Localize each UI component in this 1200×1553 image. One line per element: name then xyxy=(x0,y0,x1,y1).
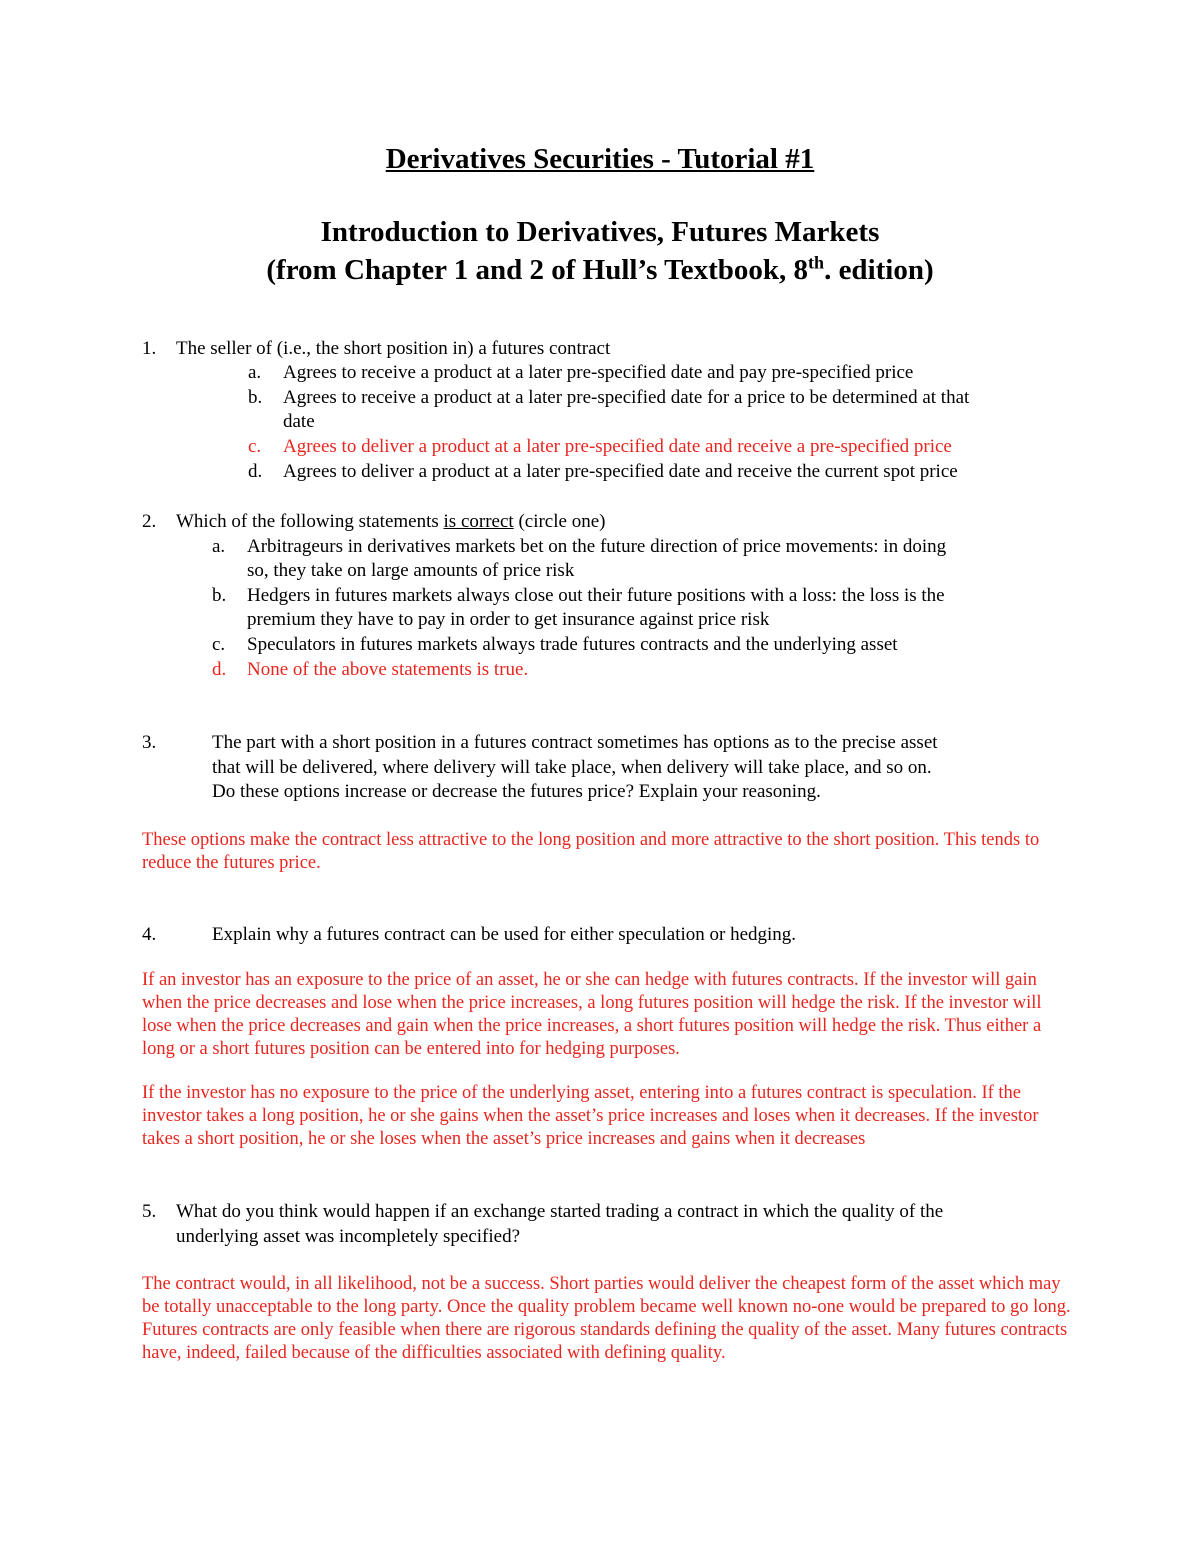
page-title-text: Derivatives Securities - Tutorial #1 xyxy=(385,143,815,175)
question-text: Explain why a futures contract can be used for either speculation or hedging. xyxy=(212,924,797,945)
answer-text: If an investor has an exposure to the price of an asset, he or she can hedge with futures contracts. If the investor will gain when the price decreases and lose when the price increases, a long futures position will hedge the risk. If the investor will lose when the price decreases and gain when the price increases, a short futures position will hedge the risk. Thus either a long or a short futures position can be entered into for hedging purposes. xyxy=(142,970,1042,1059)
question-number: 4. xyxy=(142,924,157,945)
subtitle-line2-end: . edition) xyxy=(824,254,934,286)
option-letter: d. xyxy=(248,461,263,482)
question-text: What do you think would happen if an exchange started trading a contract in which the quality of the xyxy=(176,1201,944,1222)
question-number: 1. xyxy=(142,338,157,359)
option-text-cont: so, they take on large amounts of price risk xyxy=(247,560,575,581)
answer-text: These options make the contract less attractive to the long position and more attractive to the short position. This tends to reduce the futures price. xyxy=(142,830,1040,873)
option-text: Arbitrageurs in derivatives markets bet on the future direction of price movements: in doing xyxy=(247,536,947,557)
question-text-line: that will be delivered, where delivery will take place, when delivery will take place, and so on. xyxy=(212,757,932,778)
option-letter-answer: d. xyxy=(212,659,227,680)
page-title xyxy=(0,143,1200,176)
question-number: 3. xyxy=(142,732,157,753)
option-letter: b. xyxy=(212,585,227,606)
question-text-cont: underlying asset was incompletely specified? xyxy=(176,1226,521,1247)
option-text-cont: date xyxy=(283,411,315,432)
question-text-start: Which of the following statements xyxy=(176,511,444,532)
option-text: Speculators in futures markets always trade futures contracts and the underlying asset xyxy=(247,634,898,655)
question-text-underlined: is correct xyxy=(443,511,514,532)
question-text-line: The part with a short position in a futures contract sometimes has options as to the precise asset xyxy=(212,732,938,753)
option-letter: a. xyxy=(212,536,226,557)
option-text-cont: premium they have to pay in order to get insurance against price risk xyxy=(247,609,770,630)
option-text: Agrees to receive a product at a later pre-specified date and pay pre-specified price xyxy=(283,362,914,383)
answer-text: If the investor has no exposure to the price of the underlying asset, entering into a futures contract is speculation. If the investor takes a long position, he or she gains when the asset’s price increases and loses when it decreases. If the investor takes a short position, he or she loses when the asset’s price increases and gains when it decreases xyxy=(142,1083,1039,1149)
question-text-end: (circle one) xyxy=(513,511,606,532)
option-text-answer: None of the above statements is true. xyxy=(247,659,529,680)
question-text: The seller of (i.e., the short position in) a futures contract xyxy=(176,338,611,359)
question-text-line: Do these options increase or decrease the futures price? Explain your reasoning. xyxy=(212,781,821,802)
option-letter: a. xyxy=(248,362,262,383)
option-letter: c. xyxy=(212,634,226,655)
question-number: 2. xyxy=(142,511,157,532)
option-text-answer: Agrees to deliver a product at a later pre-specified date and receive a pre-specified price xyxy=(283,436,952,457)
answer-text: The contract would, in all likelihood, not be a success. Short parties would deliver the cheapest form of the asset which may be totally unacceptable to the long party. Once the quality problem became well known no-one would be prepared to go long. Futures contracts are only feasible when there are rigorous standards defining the quality of the asset. Many futures contracts have, indeed, failed because of the difficulties associated with defining quality. xyxy=(142,1274,1071,1363)
subtitle-line2-text: (from Chapter 1 and 2 of Hull’s Textbook, 8 xyxy=(266,254,809,286)
option-text: Agrees to receive a product at a later pre-specified date for a price to be determined at that xyxy=(283,387,970,408)
option-text: Hedgers in futures markets always close out their future positions with a loss: the loss is the xyxy=(247,585,945,606)
question-text xyxy=(176,511,605,533)
page-subtitle-line2 xyxy=(0,254,1200,287)
question-number: 5. xyxy=(142,1201,157,1222)
option-letter-answer: c. xyxy=(248,436,262,457)
page-subtitle-line1: Introduction to Derivatives, Futures Markets xyxy=(320,216,880,248)
option-letter: b. xyxy=(248,387,263,408)
option-text: Agrees to deliver a product at a later pre-specified date and receive the current spot price xyxy=(283,461,958,482)
subtitle-line2-sup: th xyxy=(808,252,825,273)
